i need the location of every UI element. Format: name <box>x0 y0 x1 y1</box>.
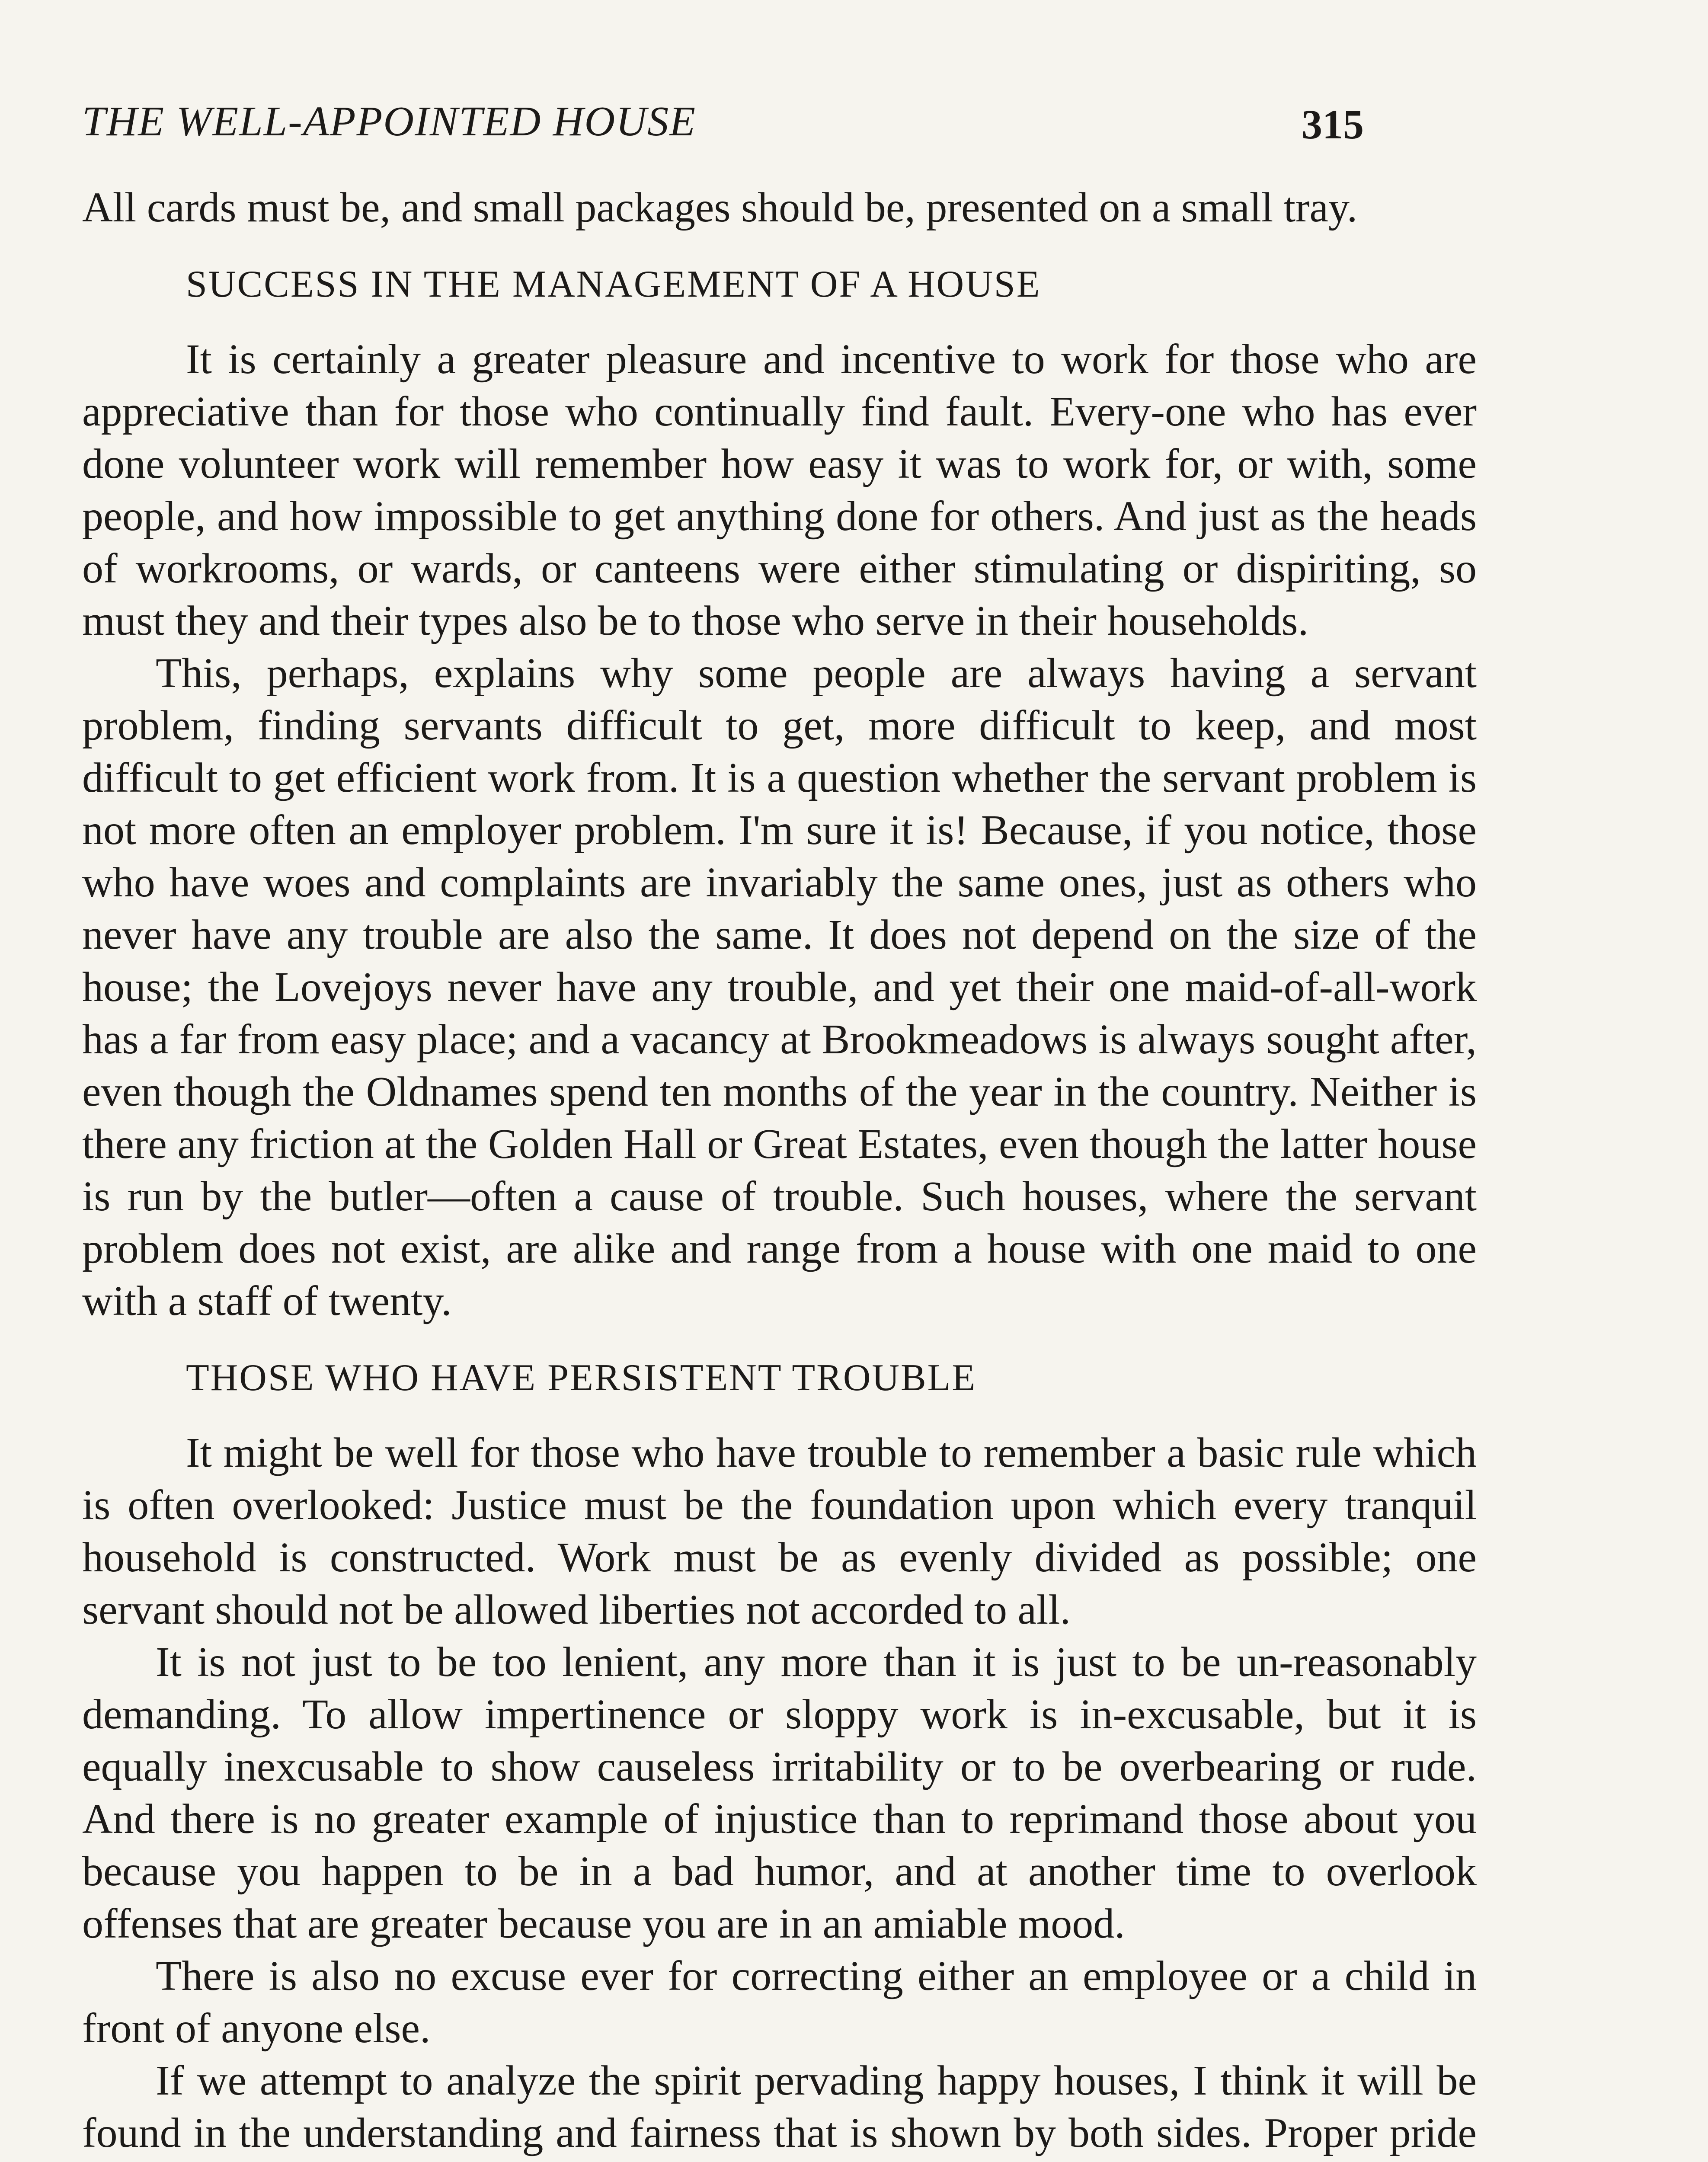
body-text <box>82 182 1477 2162</box>
paragraph-success-1: It is certainly a greater pleasure and incentive to work for those who are appreciative than for those who continually find fault. Every-one who has ever done volunteer work will remember how easy it was to work for, or with, some people, and how impossible to get anything done for others. And just as the heads of workrooms, or wards, or canteens were either stimulating or dispiriting, so must they and their types also be to those who serve in their households. <box>82 336 1477 644</box>
paragraph-trouble-1: It might be well for those who have trouble to remember a basic rule which is often overlooked: Justice must be the foundation upon which every tranquil household is constructed. Work must be as evenly divided as possible; one servant should not be allowed liberties not accorded to all. <box>82 1430 1477 1633</box>
section-heading-trouble: THOSE WHO HAVE PERSISTENT TROUBLE <box>186 1357 977 1399</box>
paragraph-intro: All cards must be, and small packages should be, presented on a small tray. <box>82 184 1358 231</box>
running-head: THE WELL-APPOINTED HOUSE <box>82 98 696 145</box>
paragraph-trouble-4: If we attempt to analyze the spirit pervading happy houses, I think it will be found in the understanding and fairness that is shown by both sides. Proper pride <box>82 2057 1477 2156</box>
paragraph-trouble-2: It is not just to be too lenient, any more than it is just to be un-reasonably demanding. To allow impertinence or sloppy work is in-excusable, but it is equally inexcusable to show causeless irritability or to be overbearing or rude. And there is no greater example of injustice than to reprimand those about you because you happen to be in a bad humor, and at another time to overlook offenses that are greater because you are in an amiable mood. <box>82 1639 1477 1947</box>
page-number: 315 <box>1302 101 1364 147</box>
paragraph-trouble-3: There is also no excuse ever for correcting either an employee or a child in front of anyone else. <box>82 1953 1477 2052</box>
section-heading-success: SUCCESS IN THE MANAGEMENT OF A HOUSE <box>186 263 1041 305</box>
paragraph-success-2: This, perhaps, explains why some people are always having a servant problem, finding servants difficult to get, more difficult to keep, and most difficult to get efficient work from. It is a question whether the servant problem is not more often an employer problem. I'm sure it is! Because, if you notice, those who have woes and complaints are invariably the same ones, just as others who never have any trouble are also the same. It does not depend on the size of the house; the Lovejoys never have any trouble, and yet their one maid-of-all-work has a far from easy place; and a vacancy at Brookmeadows is always sought after, even though the Oldnames spend ten months of the year in the country. Neither is there any friction at the Golden Hall or Great Estates, even though the latter house is run by the butler—often a cause of trouble. Such houses, where the servant problem does not exist, are alike and range from a house with one maid to one with a staff of twenty. <box>82 650 1477 1324</box>
